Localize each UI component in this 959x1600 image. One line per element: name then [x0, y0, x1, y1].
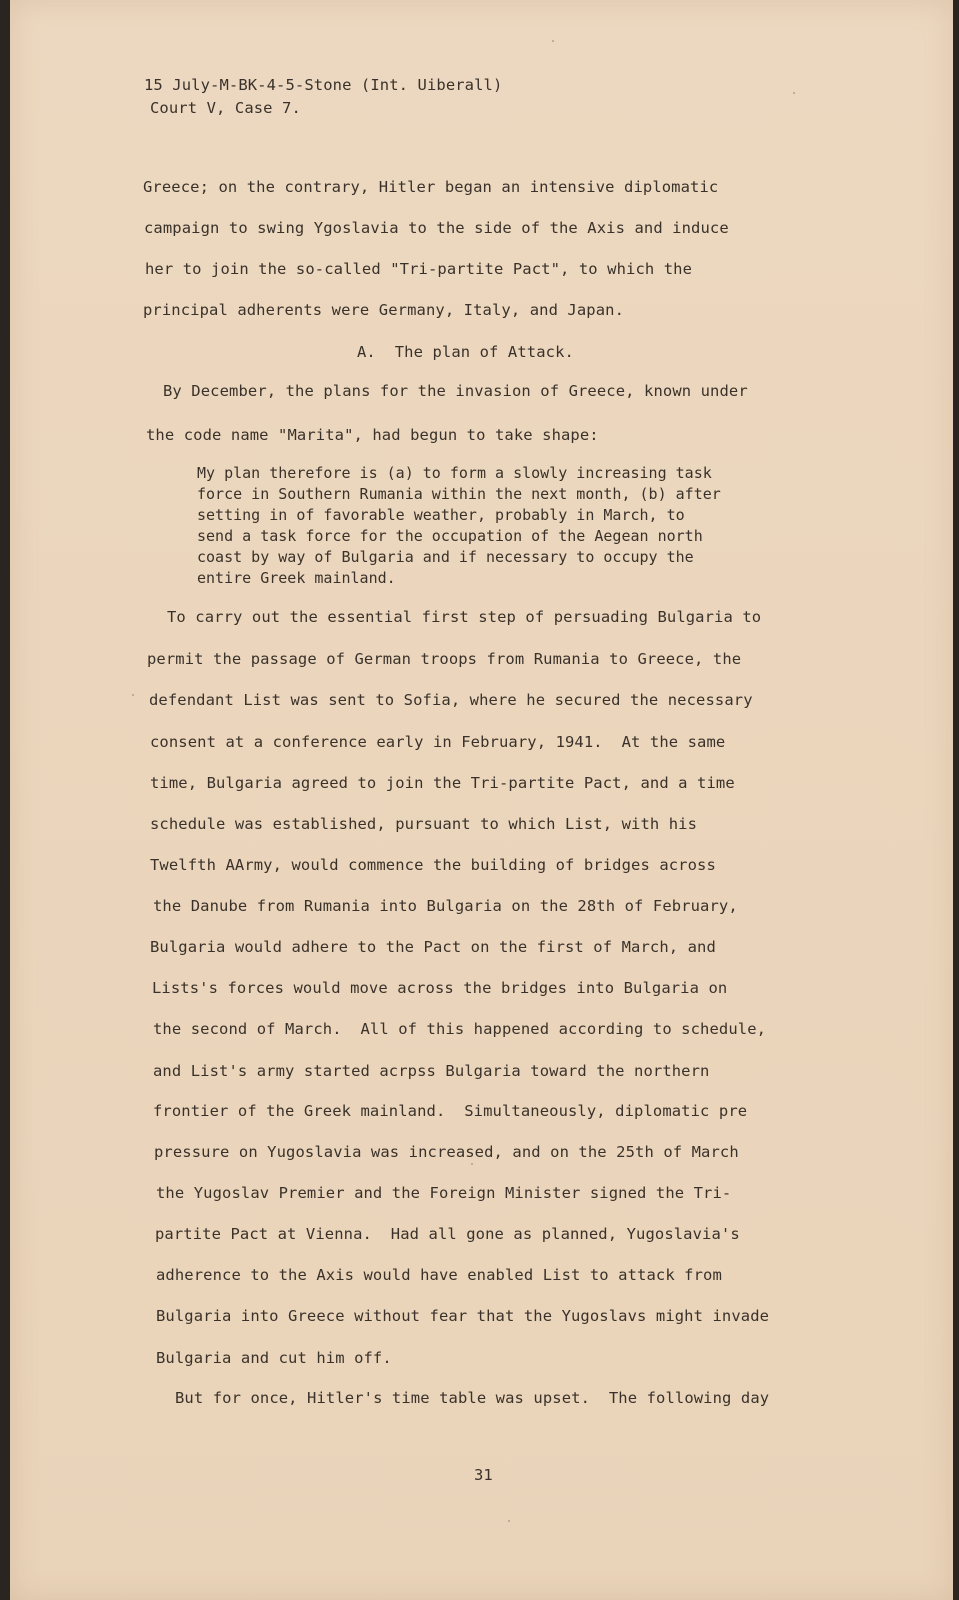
header-line-1: 15 July-M-BK-4-5-Stone (Int. Uiberall) — [144, 76, 503, 94]
page-number: 31 — [474, 1466, 493, 1484]
intro-line: principal adherents were Germany, Italy, and Japan. — [143, 301, 625, 319]
main-line: Lists's forces would move across the bridges into Bulgaria on — [152, 979, 728, 997]
main-line: Twelfth AArmy, would commence the building of bridges across — [150, 856, 716, 874]
main-line: the second of March. All of this happened according to schedule, — [153, 1020, 767, 1038]
main-line: and List's army started acrpss Bulgaria toward the northern — [153, 1062, 710, 1080]
paper-speck — [793, 92, 795, 94]
quote-line: entire Greek mainland. — [197, 569, 396, 587]
paper-speck — [471, 1163, 473, 1165]
main-line: time, Bulgaria agreed to join the Tri-partite Pact, and a time — [150, 774, 735, 792]
intro-line: her to join the so-called "Tri-partite Pact", to which the — [145, 260, 693, 278]
main-line: Bulgaria and cut him off. — [156, 1349, 392, 1367]
paper-speck — [552, 40, 554, 42]
intro-line: campaign to swing Ygoslavia to the side of the Axis and induce — [144, 219, 729, 237]
quote-line: force in Southern Rumania within the next month, (b) after — [197, 485, 721, 503]
main-line: To carry out the essential first step of persuading Bulgaria to — [167, 608, 762, 626]
main-line: Bulgaria would adhere to the Pact on the first of March, and — [150, 938, 716, 956]
main-line: permit the passage of German troops from Rumania to Greece, the — [147, 650, 742, 668]
main-line: the Yugoslav Premier and the Foreign Minister signed the Tri- — [156, 1184, 732, 1202]
plans-line: the code name "Marita", had begun to take shape: — [146, 426, 599, 444]
main-line: partite Pact at Vienna. Had all gone as planned, Yugoslavia's — [155, 1225, 740, 1243]
header-line-2: Court V, Case 7. — [150, 99, 301, 117]
main-line: defendant List was sent to Sofia, where he secured the necessary — [149, 691, 753, 709]
plans-line: By December, the plans for the invasion of Greece, known under — [163, 382, 748, 400]
paper-speck — [132, 694, 134, 696]
quote-line: My plan therefore is (a) to form a slowly increasing task — [197, 464, 712, 482]
quote-line: setting in of favorable weather, probably in March, to — [197, 506, 685, 524]
main-line: schedule was established, pursuant to which List, with his — [150, 815, 698, 833]
main-line: the Danube from Rumania into Bulgaria on the 28th of February, — [153, 897, 738, 915]
section-heading: A. The plan of Attack. — [357, 343, 574, 361]
main-line: Bulgaria into Greece without fear that the Yugoslavs might invade — [156, 1307, 770, 1325]
paper-speck — [508, 1520, 510, 1522]
quote-line: coast by way of Bulgaria and if necessary to occupy the — [197, 548, 694, 566]
closing-line: But for once, Hitler's time table was upset. The following day — [175, 1389, 770, 1407]
document-page — [10, 0, 953, 1600]
main-line: frontier of the Greek mainland. Simultaneously, diplomatic pre — [153, 1102, 748, 1120]
intro-line: Greece; on the contrary, Hitler began an intensive diplomatic — [143, 178, 719, 196]
main-line: adherence to the Axis would have enabled List to attack from — [156, 1266, 722, 1284]
main-line: pressure on Yugoslavia was increased, and on the 25th of March — [154, 1143, 739, 1161]
quote-line: send a task force for the occupation of the Aegean north — [197, 527, 703, 545]
main-line: consent at a conference early in February, 1941. At the same — [150, 733, 726, 751]
